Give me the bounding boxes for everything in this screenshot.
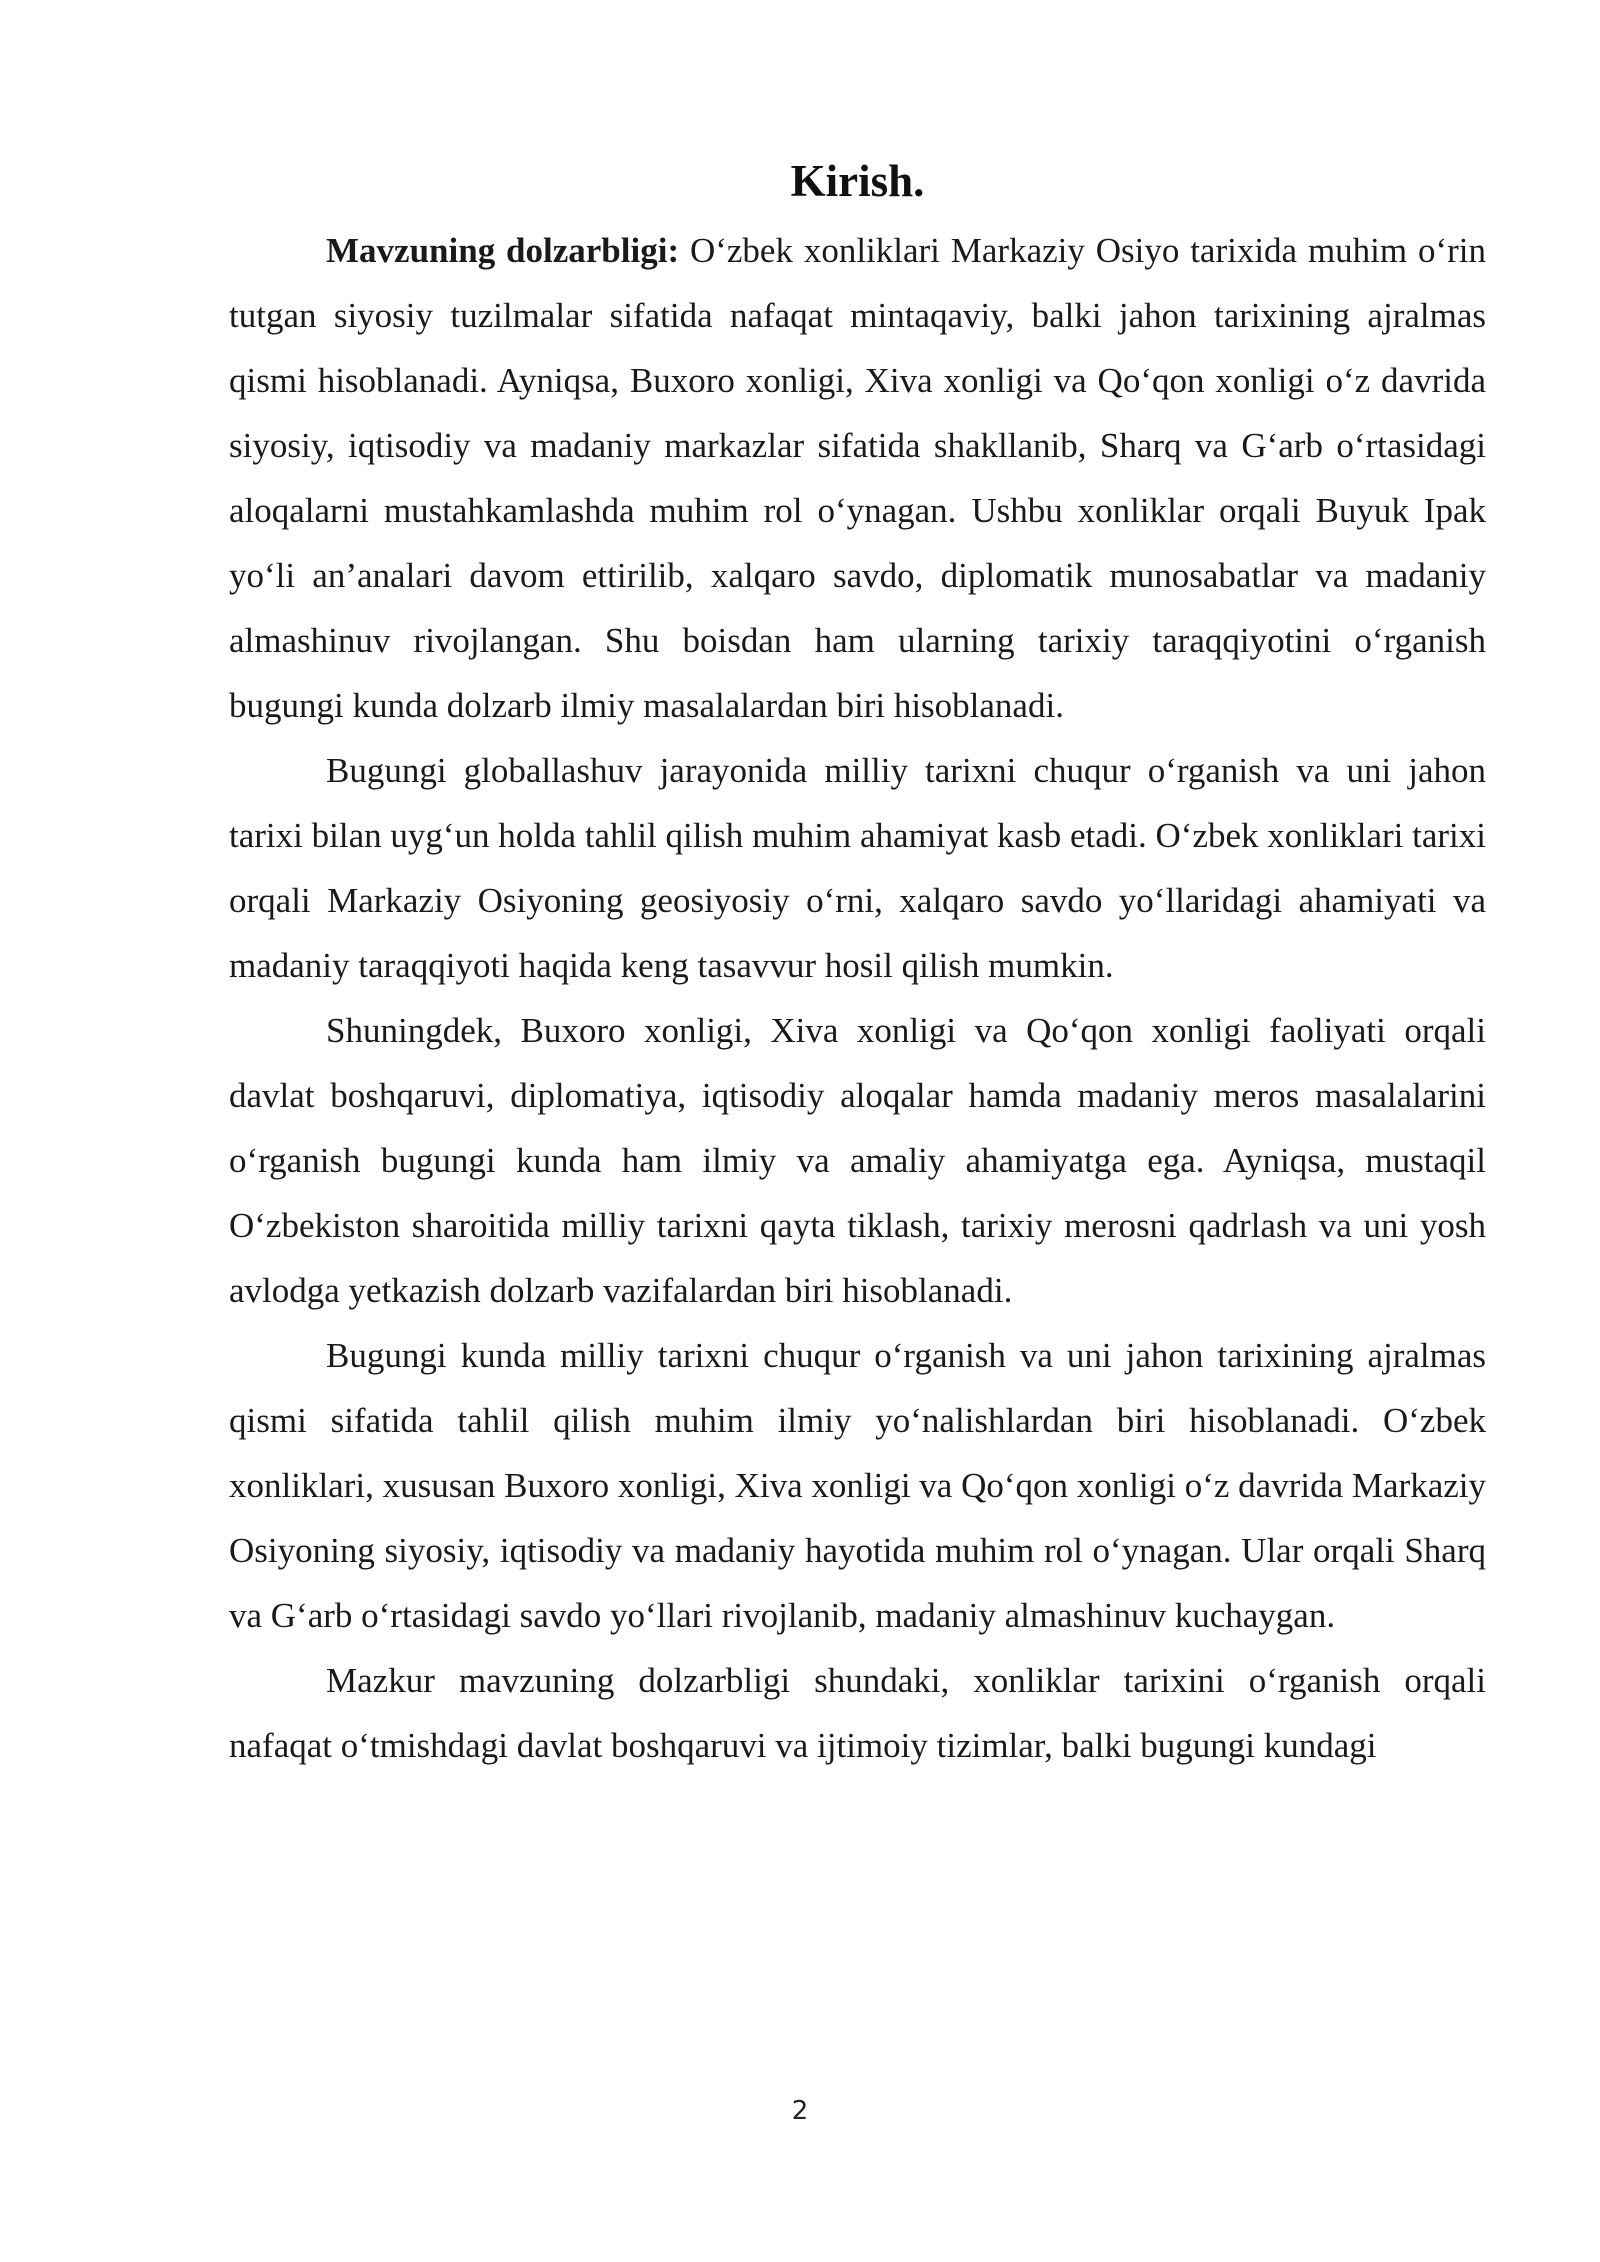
page-content (229, 152, 1486, 1778)
paragraph-text: Shuningdek, Buxoro xonligi, Xiva xonligi va Qo‘qon xonligi faoliyati orqali davlat boshqaruvi, diplomatiya, iqtisodiy aloqalar hamda madaniy meros masalalarini o‘rganish bugungi kunda ham ilmiy va amaliy ahamiyatga ega. Ayniqsa, mustaqil O‘zbekiston sharoitida milliy tarixni qayta tiklash, tarixiy merosni qadrlash va uni yosh avlodga yetkazish dolzarb vazifalardan biri hisoblanadi. (229, 1011, 1486, 1310)
paragraph-text: O‘zbek xonliklari Markaziy Osiyo tarixida muhim o‘rin tutgan siyosiy tuzilmalar sifatida nafaqat mintaqaviy, balki jahon tarixining ajralmas qismi hisoblanadi. Ayniqsa, Buxoro xonligi, Xiva xonligi va Qo‘qon xonligi o‘z davrida siyosiy, iqtisodiy va madaniy markazlar sifatida shakllanib, Sharq va G‘arb o‘rtasidagi aloqalarni mustahkamlashda muhim rol o‘ynagan. Ushbu xonliklar orqali Buyuk Ipak yo‘li an’analari davom ettirilib, xalqaro savdo, diplomatik munosabatlar va madaniy almashinuv rivojlangan. Shu boisdan ham ularning tarixiy taraqqiyotini o‘rganish bugungi kunda dolzarb ilmiy masalalardan biri hisoblanadi. (229, 231, 1486, 725)
paragraph-text: Bugungi kunda milliy tarixni chuqur o‘rganish va uni jahon tarixining ajralmas qismi sifatida tahlil qilish muhim ilmiy yo‘nalishlardan biri hisoblanadi. O‘zbek xonliklari, xususan Buxoro xonligi, Xiva xonligi va Qo‘qon xonligi o‘z davrida Markaziy Osiyoning siyosiy, iqtisodiy va madaniy hayotida muhim rol o‘ynagan. Ular orqali Sharq va G‘arb o‘rtasidagi savdo yo‘llari rivojlanib, madaniy almashinuv kuchaygan. (229, 1336, 1486, 1635)
paragraph-topic-relevance (229, 1648, 1486, 1778)
page-number: 2 (791, 2096, 809, 2126)
paragraph-national-history (229, 1323, 1486, 1648)
paragraph-text: Mazkur mavzuning dolzarbligi shundaki, xonliklar tarixini o‘rganish orqali nafaqat o‘tmishdagi davlat boshqaruvi va ijtimoiy tizimlar, balki bugungi kundagi (229, 1661, 1486, 1765)
paragraph-khanates-activity (229, 998, 1486, 1323)
section-title: Kirish. (790, 156, 925, 206)
paragraph-relevance (229, 218, 1486, 738)
paragraph-lead: Mavzuning dolzarbligi: (326, 231, 680, 270)
paragraph-text: Bugungi globallashuv jarayonida milliy tarixni chuqur o‘rganish va uni jahon tarixi bilan uyg‘un holda tahlil qilish muhim ahamiyat kasb etadi. O‘zbek xonliklari tarixi orqali Markaziy Osiyoning geosiyosiy o‘rni, xalqaro savdo yo‘llaridagi ahamiyati va madaniy taraqqiyoti haqida keng tasavvur hosil qilish mumkin. (229, 751, 1486, 985)
paragraph-globalization (229, 738, 1486, 998)
